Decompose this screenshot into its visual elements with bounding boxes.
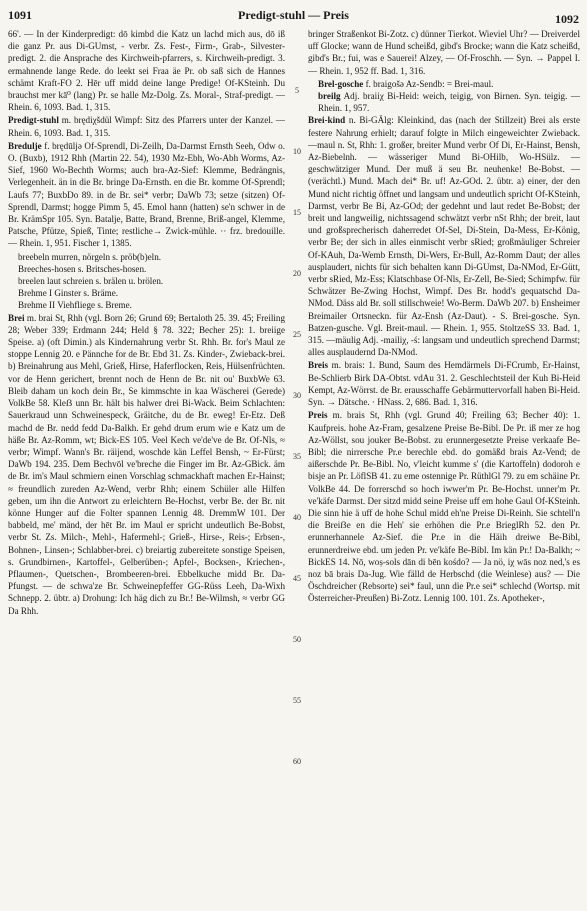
- dictionary-entry: [8, 287, 285, 299]
- entry-text: m. brais St, Rhh (vgl. Grund 40; Freiling 63; Becher 40): 1. Kaufpreis. hohe Az-Fram, gesalzene Preise Be-Bibl. De Pr. iß mer ze hog Az-Wöllst, sou jouker Be-Bobst. zu erunnergesetzte Preise verkaafe Be-Bibl; die nirrersche Pr.e berechle ebd. do gomäßd brais Az-Vend; de aißerschde Pr. Be-Bibl. No, v'leicht kumme s' (die Kartoffeln) dodoroh e bisje an Pr. LöflSB 41. zu eme ostennige Pr. RüthlGl 79. zu em schäine Pr. VolkBe 44. De forrerschd so hoch iwwer'm Pr. Be-Hochst. unner'm Pr. ve'käfe Darmst. Der sitzd midd seine Preise uff em hohe Gaul Of-KSteinh. Die sinn hie ä uff de hohe Schul midd eh'ne Preise Di-Reinh. Sie schtell'n die Breiẞe en die Heh' sie erhöhen die Pr.e BrieglRh 52. den Pr. erunnerhannele Az-Sief. die Pr.e in die Häih dreiwe Be-Bibl, erunnerdreiwe ebd. um jeden Pr. ve'käfe Be-Bibl. Im kän Pr.! Da-Balkh; ~ BickES 14. Nō, woṣ-sols dān di bēn kośdo? — Ja nö, iχ wās noz ned,'s es noz bā brais Da-Jug. Wie fälld de Herbschd (die Weinlese) aus? — Die Öschdreicher (Rebsorte) sei* faul, unn die Pr.e sei* schlechd (Wortsp. mit Österreicher-Preußen) Bi-Zotz. Lennig 100. 101. Zs. Apotheker-,: [308, 410, 580, 604]
- dictionary-entry: [308, 28, 580, 77]
- line-number: 50: [293, 635, 301, 644]
- right-column: [308, 28, 580, 905]
- line-number: 15: [293, 208, 301, 217]
- page-number-left: 1091: [8, 8, 32, 22]
- dictionary-entry: [8, 28, 285, 113]
- entry-lemma: Brei: [8, 312, 25, 323]
- line-number: 45: [293, 574, 301, 583]
- entry-text: f. brędūljə Of-Sprendl, Di-Zeilh, Da-Darmst Ernsth Seeh, Odw o. O. (Buxb), 1912 Rhh (Martin 22. 54), 1930 Mz-Ebh, Wo-Abh Worms, Az-Sief, 1960 Wo-Bechth Worms; auch bra-Az-Sief: Klemme, Bedrängnis, Verlegenheit. än in die Br. bringe Da-Ernsth. en die Br. komme Of-Sprendl; Laufs 77; BuxbDo 89. in de Br. sei* verbr; DaWb 73; setze (sitzen) Of-Sprendl, Darmst; hogge Pimm 5, 45. Emol hann (hatten) se'n schwer in de Br. KrämSpr 105. Syn. Batalje, Batte, Brand, Brenne, Briß-angel, Klemme, Patsche, Pfütze, Spieß, Tinte; restliche→ Zwick-mühle. ·· frz. bredouille. — Rhein. 1, 951. Fischer 1, 1385.: [8, 140, 285, 249]
- entry-lemma: Breis: [308, 360, 329, 371]
- entry-lemma: Brel-gosche: [318, 78, 364, 89]
- line-number: 35: [293, 452, 301, 461]
- entry-text: Brehme I Ginster s. Bräme.: [18, 288, 119, 299]
- line-number: 25: [293, 330, 301, 339]
- line-number: 5: [295, 86, 299, 95]
- dictionary-entry: [8, 312, 285, 617]
- entry-lemma: Bredulje: [8, 140, 42, 151]
- entry-text: bringer Straßenkot Bi-Zotz. c) dünner Tierkot. Wieviel Uhr? — Dreiverdel uff Glocke; wann de Hund scheißd, gibd's Brocke; wann die Katz scheißd, gibd's Br.; fui, was e Sauerei! Alzey, — Of-Froschh. — Syn. → Pappel I. — Rhein. 1, 952 ff. Bad. 1, 316.: [308, 29, 580, 76]
- dictionary-entry: [8, 263, 285, 275]
- entry-lemma: Predigt-stuhl: [8, 115, 59, 126]
- entry-text: m. brai St, Rhh (vgl. Born 26; Grund 69; Bertaloth 25. 39. 45; Freiling 28; Weber 339; Erdmann 244; Held § 78. 322; Becher 25): 1. breiige Speise. a) (oft Dimin.) als Kindernahrung verbr St. Rhh. Br. for's Maul ze stoppe Lennig 20. e Pännche for de Br. Ebd 31. Zs. Kinder-, Zwieback-brei. b) Breinahrung aus Mehl, Grieß, Hirse, Haferflocken, Reis, Hülsenfrüchten. vor de Henn gerichert, brennt noch de Henn de Br. nit ou' BuxbWe 63. Bleib daham un koch dein Br., Se kimmschte in kaa Wäscherei (Gerede) VolkBe 58. Kleẞ unn Br. hält bis halwer drei Bi-Wack. Beim Schlachten: Sauerkraud unn Schweinespeck, Gräitche, du de Br. eweg! Er-Etz. Deß machd de Br. nedd fedd Da-Balkh. Er gehd drum erum wie e Katz um de häße Br. Az-Romm, wt; Bick-ES 105. Veel Kech ve'de've de Br. Of-Nls, ≈ verbr; Wimpf. Wann's Br. räijend, woschde kän Leffel Bensh, ~ Er-Fürst; DaWb 194. 235. Dem Bechvōl ve'breche die Finger im Br. Az-GBick. äm de Br. im's Maul schmiern einen Vorschlag schmackhaft machen Er-Hainst; ≈ freundlich zureden Az-Wend, verbr Rhh; einem Schüler alle Hilfen geben, um ihn die Antwort zu erleichtern Be-Hochst, verbr Be. der Br. nit könne Hunger auf die Folter spannen Lennig 48. DremmW 101. Der babbeld, me' mänd, der hēt Br. im Maul er spricht undeutlich Be-Bobst, verbr St. Zs. Milch-, Mehl-, Hafermehl-; Grieß-, Hirse-, Reis-; Erbsen-, Bohnen-, Linsen-; Schlabber-brei. c) breiartig zubereitete sonstige Speisen, s. Grundbirnen-, Kartoffel-, Gelberüben-; Apfel-, Bocksen-, Kriechen-, Pflaumen-, Quetschen-, Brombeeren-brei. Ebbelkuche midd Br. Da-Pfungst. — de schwa'ze Br. Schweinepfeffer GG-Rüss Leeh, Da-Wixh Schnepp. 2. übtr. a) Drohung: Ich häg dich zu Br.! Be-Wilmsh, ≈ verbr GG Da Rhh.: [8, 312, 285, 616]
- dictionary-entry: [8, 251, 285, 263]
- dictionary-entry: [308, 359, 580, 408]
- line-number: 10: [293, 147, 301, 156]
- dictionary-entry: [8, 114, 285, 138]
- dictionary-entry: [308, 114, 580, 358]
- dictionary-entry: [308, 78, 580, 90]
- entry-text: m. brędiχšdül Wimpf: Sitz des Pfarrers unter der Kanzel. — Rhein. 6, 1093. Bad. 1, 315.: [8, 115, 285, 138]
- page-number-right: 1092: [555, 12, 579, 26]
- running-title: Predigt-stuhl — Preis: [238, 8, 349, 22]
- line-number: 55: [293, 696, 301, 705]
- entry-text: breelen laut schreien s. brälen u. brölen.: [18, 276, 164, 287]
- page-header: [6, 8, 581, 26]
- entry-text: breebeln murren, nörgeln s. pröb(b)eln.: [18, 251, 162, 262]
- entry-text: f. braigošə Az-Sendb: = Brei-maul.: [365, 78, 494, 89]
- dictionary-entry: [8, 299, 285, 311]
- line-number-gutter: [287, 28, 307, 905]
- line-number: 30: [293, 391, 301, 400]
- entry-lemma: Brei-kind: [308, 115, 346, 126]
- entry-text: Breeches-hosen s. Britsches-hosen.: [18, 263, 147, 274]
- dictionary-entry: [8, 140, 285, 250]
- entry-text: 66'. — In der Kinderpredigt: dō kimbd die Katz un lachd mich aus, dō iß die ganz Pr. aus Di-GUmst, - verbr. Zs. Fest-, Firm-, Grab-, Silvester-predigt. 2. die Ansprache des Kirchweih-pfarrers, s. Kirchweih-predigt. 3. ermahnende lange Rede. do leekt sei Fraa äe Pr. ob saß sich de Hannes schämt Kraft-FO 2. Hēr uff midd deine lange Predige! Of-KSteinh. Du brauchst mer kā⁰ (lang) Pr. se halle Mz-Dolg. Zs. Moral-, Straf-predigt. — Rhein. 6, 1093. Bad. 1, 315.: [8, 29, 285, 113]
- entry-lemma: Preis: [308, 410, 328, 421]
- entry-text: Brehme II Viehfliege s. Breme.: [18, 300, 132, 311]
- entry-text: Adj. braiiχ Bi-Heid: weich, teigig, von Birnen. Syn. teigig. — Rhein. 1, 957.: [318, 91, 580, 114]
- dictionary-entry: [8, 275, 285, 287]
- entry-lemma: breilg: [318, 91, 341, 102]
- line-number: 20: [293, 269, 301, 278]
- dictionary-entry: [308, 409, 580, 604]
- entry-text: m. brais: 1. Bund, Saum des Hemdärmels Di-FCrumb, Er-Hainst, Be-Schlierb Birk DA-Obtst. vdAu 31. 2. Geschlechtsteil der Kuh Bi-Heid Kempt, Az-Wörrst. de Br. erausschaffe Gebärmuttervorfall haben Bi-Heid. Syn. → Dätsche. · HNass. 2, 686. Bad. 1, 316.: [308, 360, 580, 408]
- entry-text: n. Bi-GÄlg: Kleinkind, das (nach der Stillzeit) Brei als erste festere Nahrung erhielt; darauf folgte in Milch eingeweichter Zwieback. —maul n. St, Rhh: 1. großer, breiter Mund verbr Of Di, Er-Hainst, Bensh, Az-Biebelnh. — wässeriger Mund Bi-OHilb, Wo-HSülz. — geschwätziger Mund. Der muß ä seu Br. neuhenke! Be-Bobst. — (verächtl.) Mund. Mach dei* Br. uf! Az-GOd. 2. übtr. a) einer, der den Mund nicht richtig öffnet und langsam und undeutlich spricht Of-KSteinh, Darmst, verbr Be Bi, Az-GOd; der gedehnt und laut redet Be-Bobst; der breit und langweilig, nichtssagend schwätzt verbr nSt Rhh; der breit, laut und großsprecherisch daherredet Of-Sel, Di-Stein, Da-Mess, Er-König, verbr Be; der sich in alles einmischt verbr sRied; großmäuliger Schreier Of-KAuh, Da-Wemb Ernsth, Di-Wers, Er-Bull, Az-Romm Daut; der alles ausplaudert, nichts für sich behalten kann Di-GUmst, Da-NMod, Er-Gütt, verbr sRied, Mz-Ess; Klatschbase Of-Nls, Er-Zell, Be-Sied; Schimpfw. für Schwätzer Be-Zwing Hochst, Wimpf. Des Br. hodd's gequatschd Da-NMod. Däss ald Br. soll stillschweie! Wo-Berm. DaWb 207. b) Ensheimer Breimailer Ortsneckn. für Az-Ensh (Az-Daut). - S. Brei-gosche. Syn. Batzen-gusche. Vgl. Breit-maul. — Rhein. 1, 955. StoltzeSS 33. Bad. 1, 315. —mäulig Adj. -mailiχ, -ś: langsam und undeutlich sprechend Darmst; alles ausplaudernd Da-NMod.: [308, 115, 580, 358]
- line-number: 60: [293, 757, 301, 766]
- line-number: 40: [293, 513, 301, 522]
- dictionary-entry: [308, 90, 580, 114]
- left-column: [8, 28, 285, 905]
